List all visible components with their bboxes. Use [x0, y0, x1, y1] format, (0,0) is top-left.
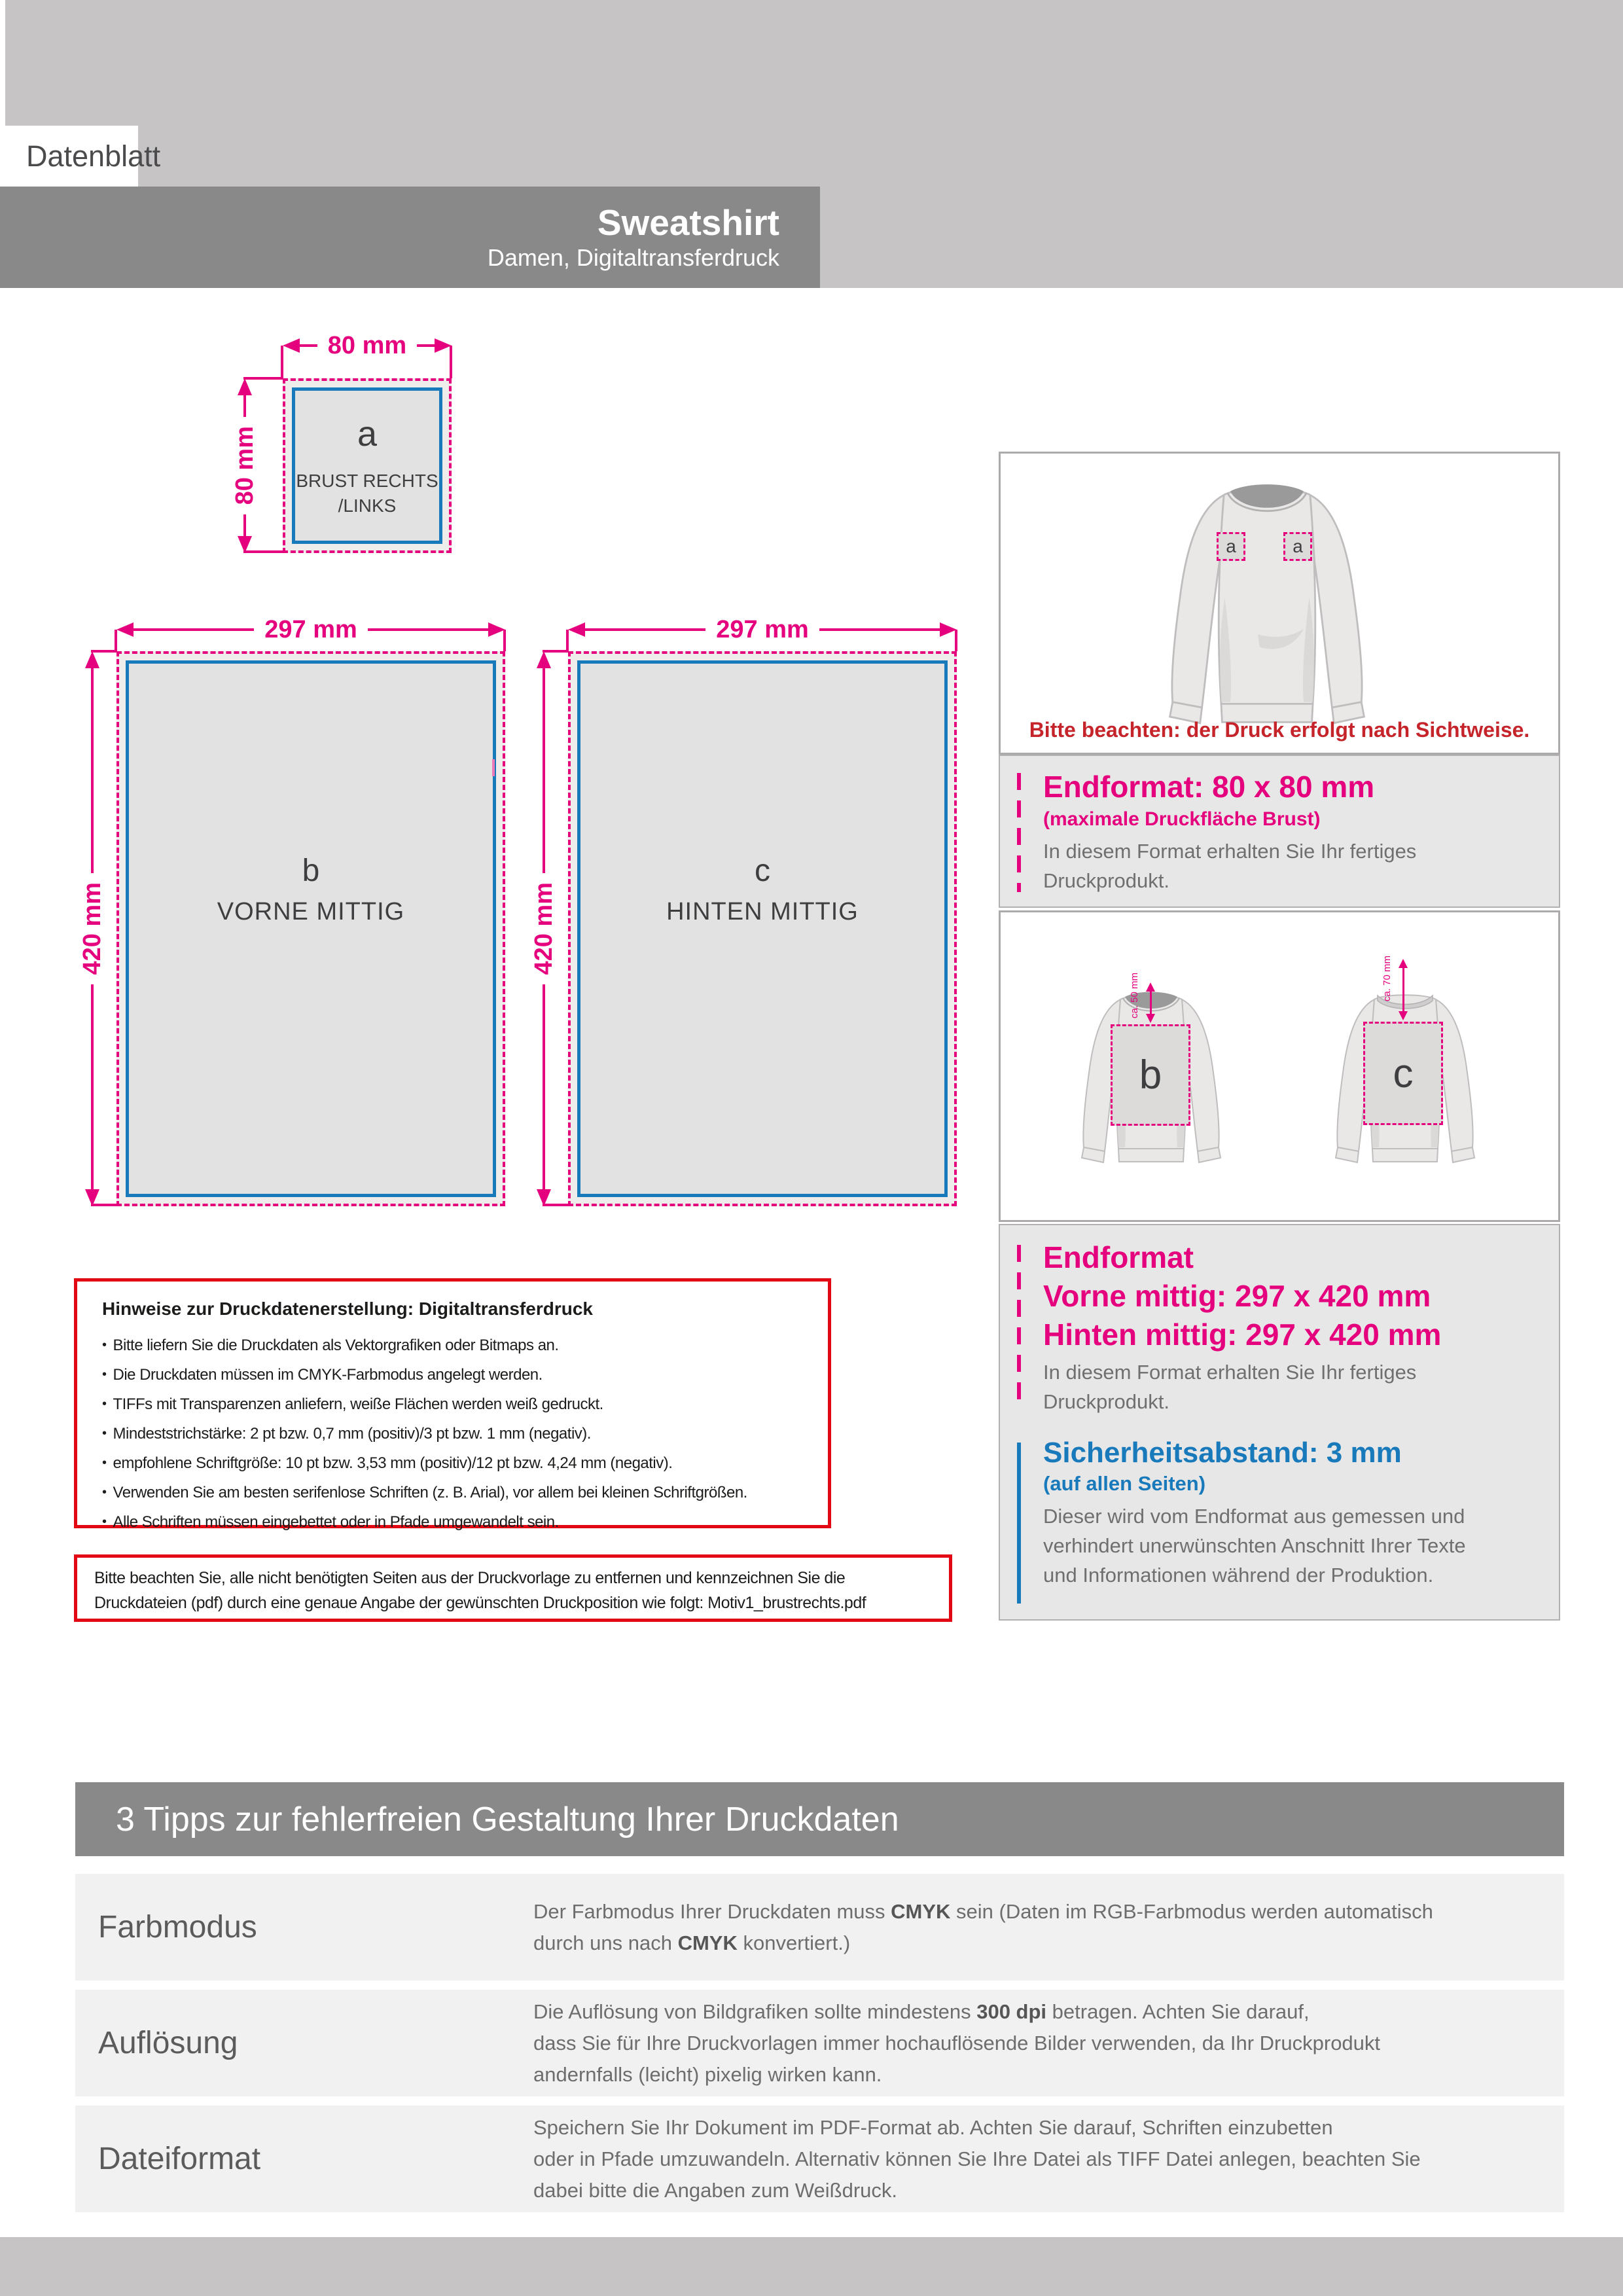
dim-elbow	[955, 630, 957, 651]
area-label: HINTEN MITTIG	[666, 898, 859, 925]
tip-row-aufloesung	[75, 1990, 1564, 2096]
dim-line	[1402, 968, 1404, 1011]
dim-elbow	[91, 650, 116, 653]
hinweise-item: • Verwenden Sie am besten serifenlose Schriften (z. B. Arial), vor allem bei kleinen Schriftgrößen.	[102, 1479, 815, 1508]
area-label-line2: /LINKS	[338, 495, 397, 516]
area-label: VORNE MITTIG	[217, 898, 405, 925]
druckdaten-hinweise-box	[74, 1278, 831, 1531]
dim-elbow	[91, 1204, 116, 1206]
text-segment: betragen. Achten Sie darauf,	[1046, 2000, 1310, 2023]
print-area-c-inner	[577, 660, 948, 1197]
dim-elbow	[243, 377, 283, 380]
distance-label-c: ca. 70 mm	[1382, 956, 1393, 1002]
print-area-c	[568, 651, 957, 1206]
blue-rule	[1017, 1443, 1021, 1604]
bc-view-panel	[999, 910, 1560, 1222]
hinweise-title: Hinweise zur Druckdatenerstellung: Digitaltransferdruck	[102, 1299, 593, 1319]
chest-print-marker-left	[1217, 532, 1245, 561]
dim-b-width	[116, 615, 505, 643]
tips-header-title: 3 Tipps zur fehlerfreien Gestaltung Ihrer Druckdaten	[116, 1800, 899, 1839]
tip-line: dass Sie für Ihre Druckvorlagen immer hochauflösende Bilder verwenden, da Ihr Druckprodukt	[533, 2031, 1381, 2054]
arrow-up-icon	[85, 651, 99, 668]
note-line2: Druckdateien (pdf) durch eine genaue Angabe der gewünschten Druckposition wie folgt: Motiv1_brustrechts.pdf	[94, 1594, 866, 1612]
tip-line	[533, 1996, 1538, 2028]
safety-title: Sicherheitsabstand: 3 mm	[1043, 1437, 1402, 1469]
dim-line	[819, 628, 940, 631]
dim-a-width-label: 80 mm	[327, 331, 407, 359]
tip-body	[533, 1874, 1538, 1981]
endformat-front-size: Vorne mittig: 297 x 420 mm	[1043, 1278, 1431, 1313]
hinweise-item: • Bitte liefern Sie die Druckdaten als Vektorgrafiken oder Bitmaps an.	[102, 1331, 815, 1361]
dim-c-width-label: 297 mm	[716, 615, 809, 643]
magenta-dashed-rule	[1017, 1245, 1021, 1410]
dim-a-height-label: 80 mm	[230, 426, 259, 505]
dim-c-height-label: 420 mm	[529, 882, 558, 975]
print-area-b-inner	[126, 660, 496, 1197]
area-label-line1: BRUST RECHTS	[296, 470, 438, 491]
text-segment-bold: 300 dpi	[976, 2000, 1047, 2023]
dim-elbow	[281, 346, 283, 378]
safety-body3: und Informationen während der Produktion.	[1043, 1563, 1434, 1587]
arrow-up-icon	[1146, 982, 1155, 992]
tip-label: Dateiformat	[98, 2142, 261, 2176]
dim-line	[300, 344, 317, 347]
endformat-bc-title: Endformat	[1043, 1240, 1194, 1274]
arrow-left-icon	[568, 622, 585, 637]
area-letter: b	[302, 853, 320, 888]
dim-elbow	[115, 630, 117, 651]
text-segment: durch uns nach	[533, 1931, 678, 1954]
area-text-group	[666, 853, 859, 926]
arrow-up-icon	[238, 378, 252, 395]
endformat-back-size: Hinten mittig: 297 x 420 mm	[1043, 1317, 1442, 1352]
tip-line: oder in Pfade umzuwandeln. Alternativ können Sie Ihre Datei als TIFF Datei anlegen, beachten Sie	[533, 2147, 1421, 2170]
tip-row-dateiformat	[75, 2106, 1564, 2212]
dim-b-height	[80, 651, 104, 1206]
endformat-a-subtitle: (maximale Druckfläche Brust)	[1043, 808, 1321, 830]
text-segment-bold: CMYK	[677, 1931, 738, 1954]
dim-elbow	[543, 1204, 568, 1206]
safety-body1: Dieser wird vom Endformat aus gemessen und	[1043, 1505, 1465, 1528]
tip-body	[533, 1990, 1538, 2096]
dim-line	[1150, 992, 1152, 1014]
arrow-up-icon	[1399, 959, 1408, 968]
endformat-a-body2: Druckprodukt.	[1043, 869, 1169, 892]
doc-label-box	[0, 126, 161, 187]
dim-elbow	[543, 650, 568, 653]
dim-a-width	[283, 331, 452, 359]
title-bar	[0, 187, 820, 288]
endformat-a-title: Endformat: 80 x 80 mm	[1043, 770, 1375, 804]
text-segment: Die Auflösung von Bildgrafiken sollte mindestens	[533, 2000, 977, 2023]
safety-body2: verhindert unerwünschten Anschnitt Ihrer Texte	[1043, 1534, 1466, 1558]
dim-elbow	[243, 550, 283, 553]
endformat-bc-text	[1043, 1238, 1441, 1417]
arrow-left-icon	[116, 622, 134, 637]
dim-elbow	[503, 630, 506, 651]
dim-line	[91, 984, 94, 1189]
hinweise-item: • Die Druckdaten müssen im CMYK-Farbmodus angelegt werden.	[102, 1361, 815, 1390]
endformat-bc-body2: Druckprodukt.	[1043, 1390, 1169, 1413]
distance-label-b: ca. 50 mm	[1129, 973, 1140, 1019]
area-letter: a	[357, 414, 378, 454]
dim-line	[368, 628, 488, 631]
dim-line	[91, 668, 94, 873]
front-view-panel	[999, 452, 1560, 755]
dim-c-width	[568, 615, 957, 643]
endformat-a-text	[1043, 768, 1416, 896]
view-note: Bitte beachten: der Druck erfolgt nach Sichtweise.	[1029, 718, 1530, 742]
hinweise-list	[77, 1331, 828, 1537]
tip-row-farbmodus	[75, 1874, 1564, 1981]
dim-c-height	[529, 651, 558, 1206]
hinweise-item: • TIFFs mit Transparenzen anliefern, weiße Flächen werden weiß gedruckt.	[102, 1390, 815, 1420]
dim-elbow	[450, 346, 452, 378]
tip-line: Speichern Sie Ihr Dokument im PDF-Format ab. Achten Sie darauf, Schriften einzubetten	[533, 2115, 1333, 2139]
safety-subtitle: (auf allen Seiten)	[1043, 1471, 1206, 1495]
hinweise-item: • Alle Schriften müssen eingebettet oder in Pfade umgewandelt sein.	[102, 1508, 815, 1537]
front-center-print-marker	[1111, 1024, 1190, 1126]
sweatshirt-front-illustration	[1130, 460, 1404, 735]
dim-line	[243, 514, 246, 536]
distance-arrow-c	[1398, 959, 1408, 1020]
endformat-a-panel	[999, 755, 1560, 908]
dim-b-height-label: 420 mm	[78, 882, 106, 975]
dim-line	[585, 628, 705, 631]
page-title: Sweatshirt	[597, 202, 779, 243]
arrow-up-icon	[537, 651, 551, 668]
bottom-band	[0, 2237, 1623, 2296]
dim-b-width-label: 297 mm	[264, 615, 357, 643]
magenta-dashed-rule	[1017, 773, 1021, 892]
dim-line	[243, 395, 246, 417]
arrow-left-icon	[283, 338, 300, 353]
dim-a-height	[230, 378, 259, 553]
tip-label: Farbmodus	[98, 1910, 257, 1945]
marker-letter: b	[1139, 1052, 1162, 1098]
text-segment: Der Farbmodus Ihrer Druckdaten muss	[533, 1899, 891, 1923]
tip-label: Auflösung	[98, 2026, 238, 2060]
tips-header-bar	[75, 1782, 1564, 1856]
hinweise-item: • empfohlene Schriftgröße: 10 pt bzw. 3,53 mm (positiv)/12 pt bzw. 4,24 mm (negativ).	[102, 1449, 815, 1479]
tip-line	[533, 1928, 1538, 1959]
seiten-hinweis-box	[74, 1554, 952, 1622]
dim-line	[417, 344, 435, 347]
chest-print-marker-right	[1283, 532, 1312, 561]
arrow-down-icon	[1146, 1014, 1155, 1023]
endformat-bc-panel	[999, 1224, 1560, 1621]
print-area-b	[116, 651, 505, 1206]
tip-line: andernfalls (leicht) pixelig wirken kann.	[533, 2062, 882, 2086]
dim-line	[543, 984, 545, 1189]
text-segment: konvertiert.)	[737, 1931, 851, 1954]
dim-line	[543, 668, 545, 873]
arrow-down-icon	[1399, 1011, 1408, 1020]
back-center-print-marker	[1363, 1022, 1443, 1125]
marker-letter: a	[1293, 536, 1303, 556]
safety-text	[1043, 1436, 1466, 1590]
dim-line	[134, 628, 254, 631]
text-segment: sein (Daten im RGB-Farbmodus werden automatisch	[950, 1899, 1433, 1923]
text-segment-bold: CMYK	[891, 1899, 951, 1923]
note-line1: Bitte beachten Sie, alle nicht benötigten Seiten aus der Druckvorlage zu entfernen und kennzeichnen Sie die	[94, 1569, 846, 1587]
tip-body	[533, 2106, 1538, 2212]
tip-line: dabei bitte die Angaben zum Weißdruck.	[533, 2178, 898, 2202]
endformat-bc-body1: In diesem Format erhalten Sie Ihr fertiges	[1043, 1360, 1417, 1384]
print-area-a-inner	[292, 387, 442, 544]
marker-letter: c	[1393, 1050, 1414, 1096]
print-area-a	[283, 378, 452, 553]
doc-label: Datenblatt	[26, 139, 161, 173]
tip-line	[533, 1896, 1538, 1928]
endformat-a-body1: In diesem Format erhalten Sie Ihr fertiges	[1043, 839, 1417, 863]
area-text-group	[217, 853, 404, 926]
stray-tick-mark	[492, 759, 495, 776]
distance-arrow-b	[1145, 982, 1156, 1023]
area-letter: c	[754, 853, 770, 888]
marker-letter: a	[1226, 536, 1236, 556]
hinweise-item: • Mindeststrichstärke: 2 pt bzw. 0,7 mm (positiv)/3 pt bzw. 1 mm (negativ).	[102, 1420, 815, 1449]
dim-elbow	[566, 630, 569, 651]
page-subtitle: Damen, Digitaltransferdruck	[487, 243, 779, 271]
